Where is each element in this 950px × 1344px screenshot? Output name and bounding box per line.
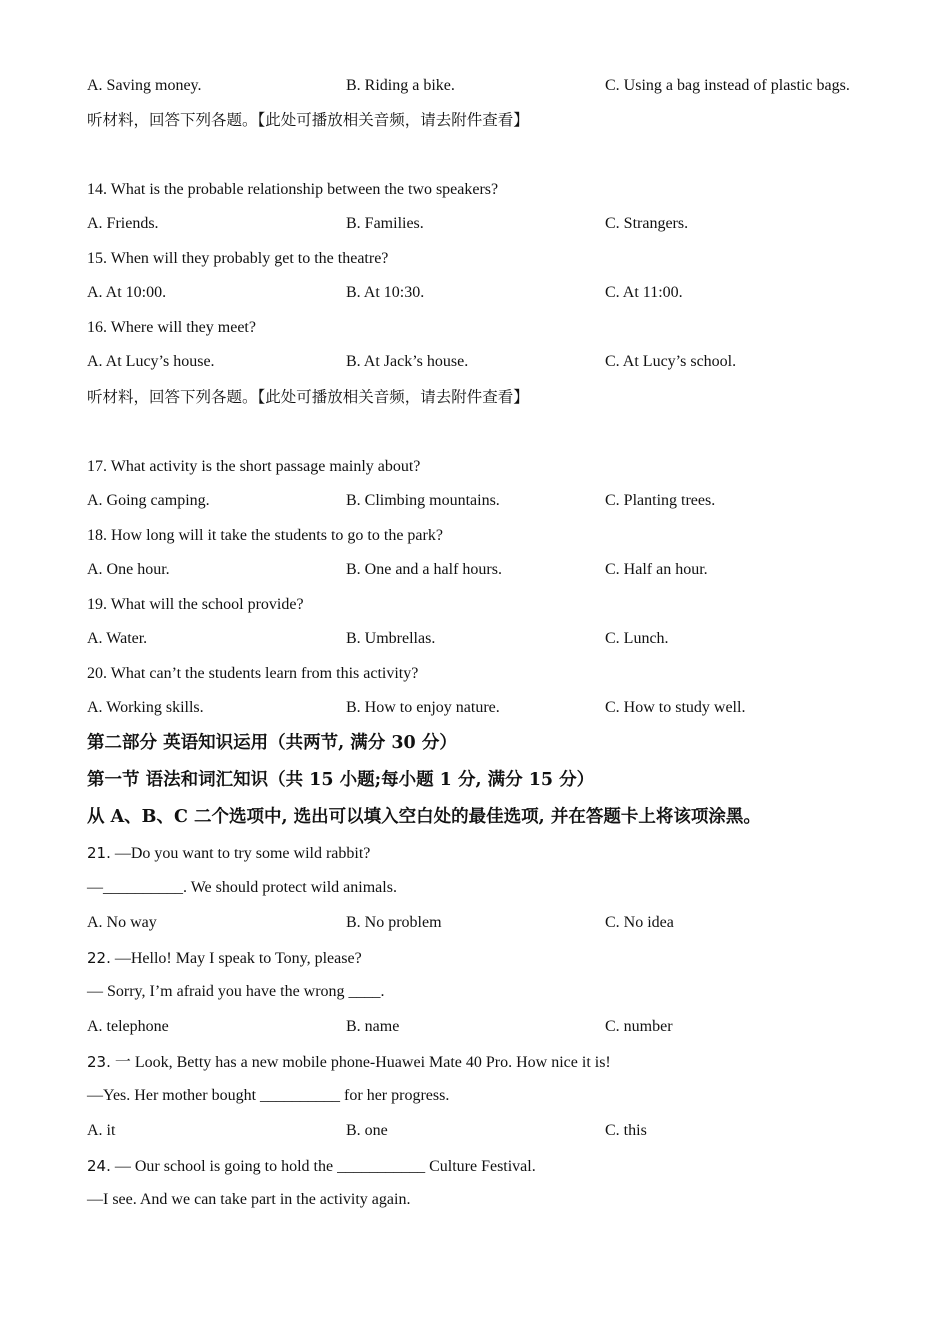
q21-option-c: C. No idea <box>605 914 674 931</box>
listening-note-2: 听材料，回答下列各题。【此处可播放相关音频，请去附件查看】 <box>87 388 529 406</box>
q18-text: 18. How long will it take the students to go to the park? <box>87 527 443 544</box>
q23-line-2: —Yes. Her mother bought __________ for her progress. <box>87 1087 450 1104</box>
q23-option-c: C. this <box>605 1122 647 1139</box>
q22-option-b: B. name <box>346 1018 400 1035</box>
q19-text: 19. What will the school provide? <box>87 596 304 613</box>
q13-option-b: B. Riding a bike. <box>346 77 455 94</box>
q20-option-b: B. How to enjoy nature. <box>346 699 500 716</box>
q15-option-a: A. At 10:00. <box>87 284 167 301</box>
q14-option-b: B. Families. <box>346 215 424 232</box>
section-2-part-1-title: 第一节 语法和词汇知识（共 15 小题;每小题 1 分, 满分 15 分） <box>87 770 595 790</box>
q23-line-1: 一 Look, Betty has a new mobile phone-Huawei Mate 40 Pro. How nice it is! <box>114 1054 611 1071</box>
q22-line-2: — Sorry, I’m afraid you have the wrong ____. <box>87 983 385 1000</box>
section-2-instruction: 从 A、B、C 二个选项中, 选出可以填入空白处的最佳选项, 并在答题卡上将该项涂黑。 <box>87 807 761 827</box>
q21-option-a: A. No way <box>87 914 157 931</box>
q22-prompt <box>87 948 362 969</box>
q14-text: 14. What is the probable relationship between the two speakers? <box>87 181 499 198</box>
q21-prompt <box>87 843 370 864</box>
q21-number: 21. <box>87 844 111 862</box>
q24-line-1: — Our school is going to hold the ___________ Culture Festival. <box>114 1158 536 1175</box>
q22-option-a: A. telephone <box>87 1018 169 1035</box>
q23-option-a: A. it <box>87 1122 116 1139</box>
q16-option-c: C. At Lucy’s school. <box>605 353 737 370</box>
q20-option-c: C. How to study well. <box>605 699 746 716</box>
q22-line-1: —Hello! May I speak to Tony, please? <box>114 950 362 967</box>
q16-option-b: B. At Jack’s house. <box>346 353 469 370</box>
q22-number: 22. <box>87 949 111 967</box>
q17-option-c: C. Planting trees. <box>605 492 716 509</box>
q13-option-a: A. Saving money. <box>87 77 202 94</box>
q17-option-a: A. Going camping. <box>87 492 210 509</box>
q19-option-a: A. Water. <box>87 630 148 647</box>
q20-text: 20. What can’t the students learn from this activity? <box>87 665 419 682</box>
listening-note-1: 听材料，回答下列各题。【此处可播放相关音频，请去附件查看】 <box>87 111 529 129</box>
q21-option-b: B. No problem <box>346 914 442 931</box>
q23-option-b: B. one <box>346 1122 388 1139</box>
q24-line-2: —I see. And we can take part in the activity again. <box>87 1191 411 1208</box>
q14-option-a: A. Friends. <box>87 215 159 232</box>
q23-number: 23. <box>87 1053 111 1071</box>
q17-option-b: B. Climbing mountains. <box>346 492 500 509</box>
q24-prompt <box>87 1156 536 1177</box>
q15-text: 15. When will they probably get to the theatre? <box>87 250 389 267</box>
q16-option-a: A. At Lucy’s house. <box>87 353 215 370</box>
q19-option-c: C. Lunch. <box>605 630 669 647</box>
q15-option-b: B. At 10:30. <box>346 284 425 301</box>
q23-prompt <box>87 1052 611 1073</box>
q18-option-a: A. One hour. <box>87 561 170 578</box>
q14-option-c: C. Strangers. <box>605 215 689 232</box>
q18-option-b: B. One and a half hours. <box>346 561 502 578</box>
q22-option-c: C. number <box>605 1018 673 1035</box>
q24-number: 24. <box>87 1157 111 1175</box>
q19-option-b: B. Umbrellas. <box>346 630 436 647</box>
q15-option-c: C. At 11:00. <box>605 284 683 301</box>
q21-line-1: —Do you want to try some wild rabbit? <box>114 845 371 862</box>
q17-text: 17. What activity is the short passage mainly about? <box>87 458 421 475</box>
q18-option-c: C. Half an hour. <box>605 561 708 578</box>
q13-option-c: C. Using a bag instead of plastic bags. <box>605 77 850 94</box>
section-2-title: 第二部分 英语知识运用（共两节, 满分 30 分） <box>87 733 457 753</box>
q20-option-a: A. Working skills. <box>87 699 204 716</box>
q21-line-2: —__________. We should protect wild animals. <box>87 879 397 896</box>
q16-text: 16. Where will they meet? <box>87 319 256 336</box>
